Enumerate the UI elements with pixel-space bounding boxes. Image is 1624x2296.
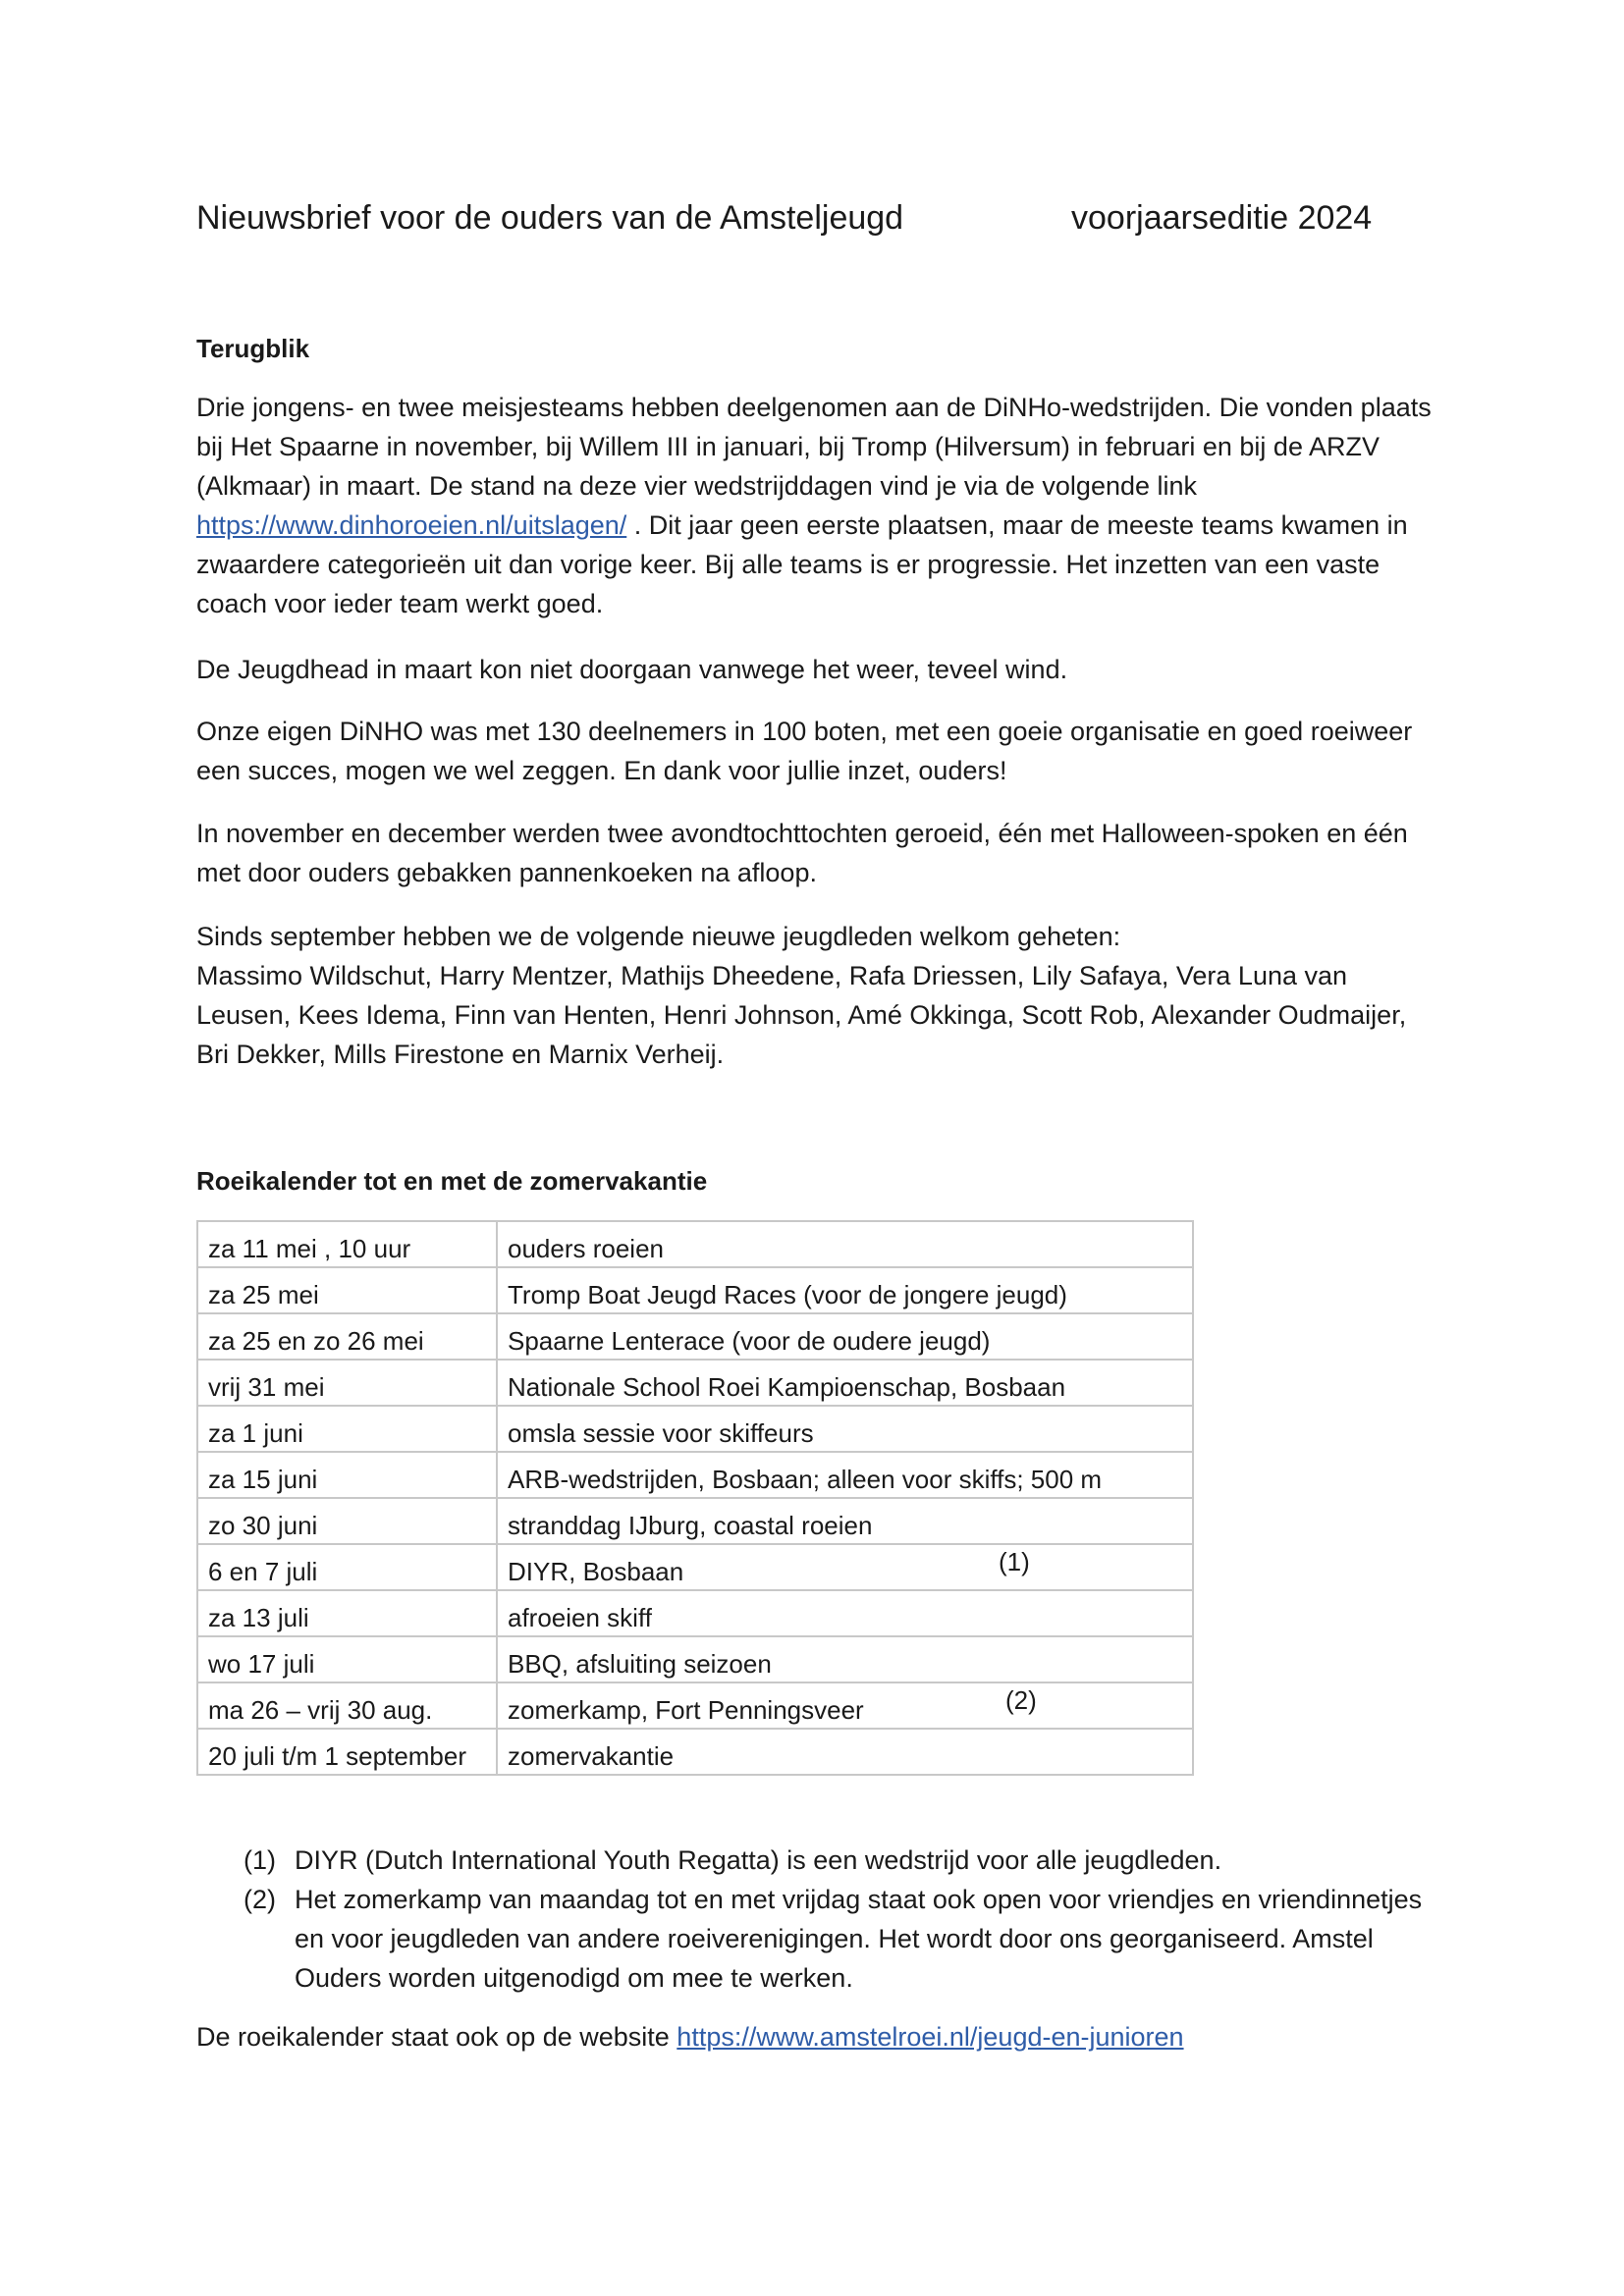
footnote-text: DIYR (Dutch International Youth Regatta) is een wedstrijd voor alle jeugdleden. [295, 1845, 1222, 1875]
calendar-date: wo 17 juli [197, 1636, 497, 1682]
edition-label: voorjaarseditie 2024 [1071, 199, 1373, 237]
calendar-date: za 25 mei [197, 1267, 497, 1313]
paragraph-text: . Dit jaar geen eerste plaatsen, maar de meeste teams kwamen in zwaardere categorieën uit dan vorige keer. Bij alle teams is er progressie. Het inzetten van een vaste coach voor ieder team werkt goed. [196, 510, 1408, 618]
calendar-date: vrij 31 mei [197, 1360, 497, 1406]
calendar-event-cell [497, 1729, 1193, 1775]
calendar-row [197, 1406, 1193, 1452]
rowing-calendar-table [196, 1220, 1194, 1776]
calendar-event-cell [497, 1636, 1193, 1682]
calendar-event: afroeien skiff [508, 1603, 652, 1632]
website-note-text: De roeikalender staat ook op de website [196, 2022, 677, 2052]
newsletter-page [196, 191, 1443, 2052]
calendar-row [197, 1313, 1193, 1360]
calendar-event-cell [497, 1498, 1193, 1544]
new-members-names: Massimo Wildschut, Harry Mentzer, Mathijs Dheedene, Rafa Driessen, Lily Safaya, Vera Luna van Leusen, Kees Idema, Finn van Henten, Henri Johnson, Amé Okkinga, Scott Rob, Alexander Oudmaijer, Bri Dekker, Mills Firestone en Marnix Verheij. [196, 961, 1407, 1069]
website-link[interactable]: https://www.amstelroei.nl/jeugd-en-junioren [677, 2022, 1184, 2052]
calendar-event: Nationale School Roei Kampioenschap, Bosbaan [508, 1372, 1066, 1402]
paragraph-text: Drie jongens- en twee meisjesteams hebben deelgenomen aan de DiNHo-wedstrijden. Die vonden plaats bij Het Spaarne in november, bij Willem III in januari, bij Tromp (Hilversum) in februari en bij de ARZV (Alkmaar) in maart. De stand na deze vier wedstrijddagen vind je via de volgende link [196, 393, 1432, 501]
calendar-row [197, 1544, 1193, 1590]
new-members-intro: Sinds september hebben we de volgende nieuwe jeugdleden welkom geheten: [196, 922, 1121, 951]
footnotes-list [196, 1841, 1443, 1998]
terugblik-heading: Terugblik [196, 334, 310, 363]
paragraph-evening-tours: In november en december werden twee avondtochttochten geroeid, één met Halloween-spoken en één met door ouders gebakken pannenkoeken na afloop. [196, 819, 1408, 887]
calendar-event: BBQ, afsluiting seizoen [508, 1649, 772, 1679]
calendar-row [197, 1498, 1193, 1544]
calendar-row [197, 1452, 1193, 1498]
calendar-event-cell [497, 1544, 1193, 1590]
calendar-event: stranddag IJburg, coastal roeien [508, 1511, 873, 1540]
calendar-event-cell [497, 1682, 1193, 1729]
footnote-item [196, 1841, 1443, 1880]
calendar-date: za 11 mei , 10 uur [197, 1221, 497, 1267]
calendar-event-cell [497, 1406, 1193, 1452]
calendar-date: 6 en 7 juli [197, 1544, 497, 1590]
calendar-event-cell [497, 1221, 1193, 1267]
dinho-results-link[interactable]: https://www.dinhoroeien.nl/uitslagen/ [196, 510, 627, 540]
paragraph-jeugdhead: De Jeugdhead in maart kon niet doorgaan vanwege het weer, teveel wind. [196, 655, 1068, 684]
calendar-event: zomervakantie [508, 1741, 675, 1771]
calendar-event-cell [497, 1360, 1193, 1406]
calendar-row [197, 1267, 1193, 1313]
calendar-date: 20 juli t/m 1 september [197, 1729, 497, 1775]
calendar-event: Tromp Boat Jeugd Races (voor de jongere jeugd) [508, 1280, 1067, 1309]
paragraph-own-dinho: Onze eigen DiNHO was met 130 deelnemers in 100 boten, met een goeie organisatie en goed roeiweer een succes, mogen we wel zeggen. En dank voor jullie inzet, ouders! [196, 717, 1413, 785]
title-row [196, 191, 1443, 250]
calendar-date: za 15 juni [197, 1452, 497, 1498]
calendar-event: ouders roeien [508, 1234, 664, 1263]
calendar-date: zo 30 juni [197, 1498, 497, 1544]
calendar-row [197, 1682, 1193, 1729]
calendar-heading: Roeikalender tot en met de zomervakantie [196, 1166, 708, 1196]
footnote-text: Het zomerkamp van maandag tot en met vrijdag staat ook open voor vriendjes en vriendinnetjes en voor jeugdleden van andere roeiverenigingen. Het wordt door ons georganiseerd. Amstel Ouders worden uitgenodigd om mee te werken. [295, 1885, 1423, 1993]
calendar-date: za 25 en zo 26 mei [197, 1313, 497, 1360]
footnote-ref: (2) [1005, 1685, 1037, 1715]
calendar-row [197, 1590, 1193, 1636]
footnote-number: (1) [244, 1845, 276, 1875]
calendar-event: zomerkamp, Fort Penningsveer [508, 1695, 864, 1725]
paragraph-new-members [196, 917, 1443, 1074]
footnote-item [196, 1880, 1443, 1998]
calendar-event-cell [497, 1452, 1193, 1498]
calendar-row [197, 1221, 1193, 1267]
calendar-event-cell [497, 1313, 1193, 1360]
footnote-number: (2) [244, 1885, 276, 1914]
calendar-row [197, 1729, 1193, 1775]
calendar-event: ARB-wedstrijden, Bosbaan; alleen voor skiffs; 500 m [508, 1465, 1103, 1494]
footnote-ref: (1) [999, 1547, 1030, 1576]
calendar-date: za 13 juli [197, 1590, 497, 1636]
calendar-event: Spaarne Lenterace (voor de oudere jeugd) [508, 1326, 991, 1356]
calendar-date: ma 26 – vrij 30 aug. [197, 1682, 497, 1729]
newsletter-title: Nieuwsbrief voor de ouders van de Amsteljeugd [196, 199, 904, 237]
calendar-date: za 1 juni [197, 1406, 497, 1452]
calendar-row [197, 1360, 1193, 1406]
calendar-row [197, 1636, 1193, 1682]
calendar-event: DIYR, Bosbaan [508, 1557, 684, 1586]
calendar-event-cell [497, 1267, 1193, 1313]
paragraph-dinho-results [196, 388, 1443, 623]
calendar-event-cell [497, 1590, 1193, 1636]
calendar-event: omsla sessie voor skiffeurs [508, 1418, 814, 1448]
website-note [196, 2017, 1443, 2056]
